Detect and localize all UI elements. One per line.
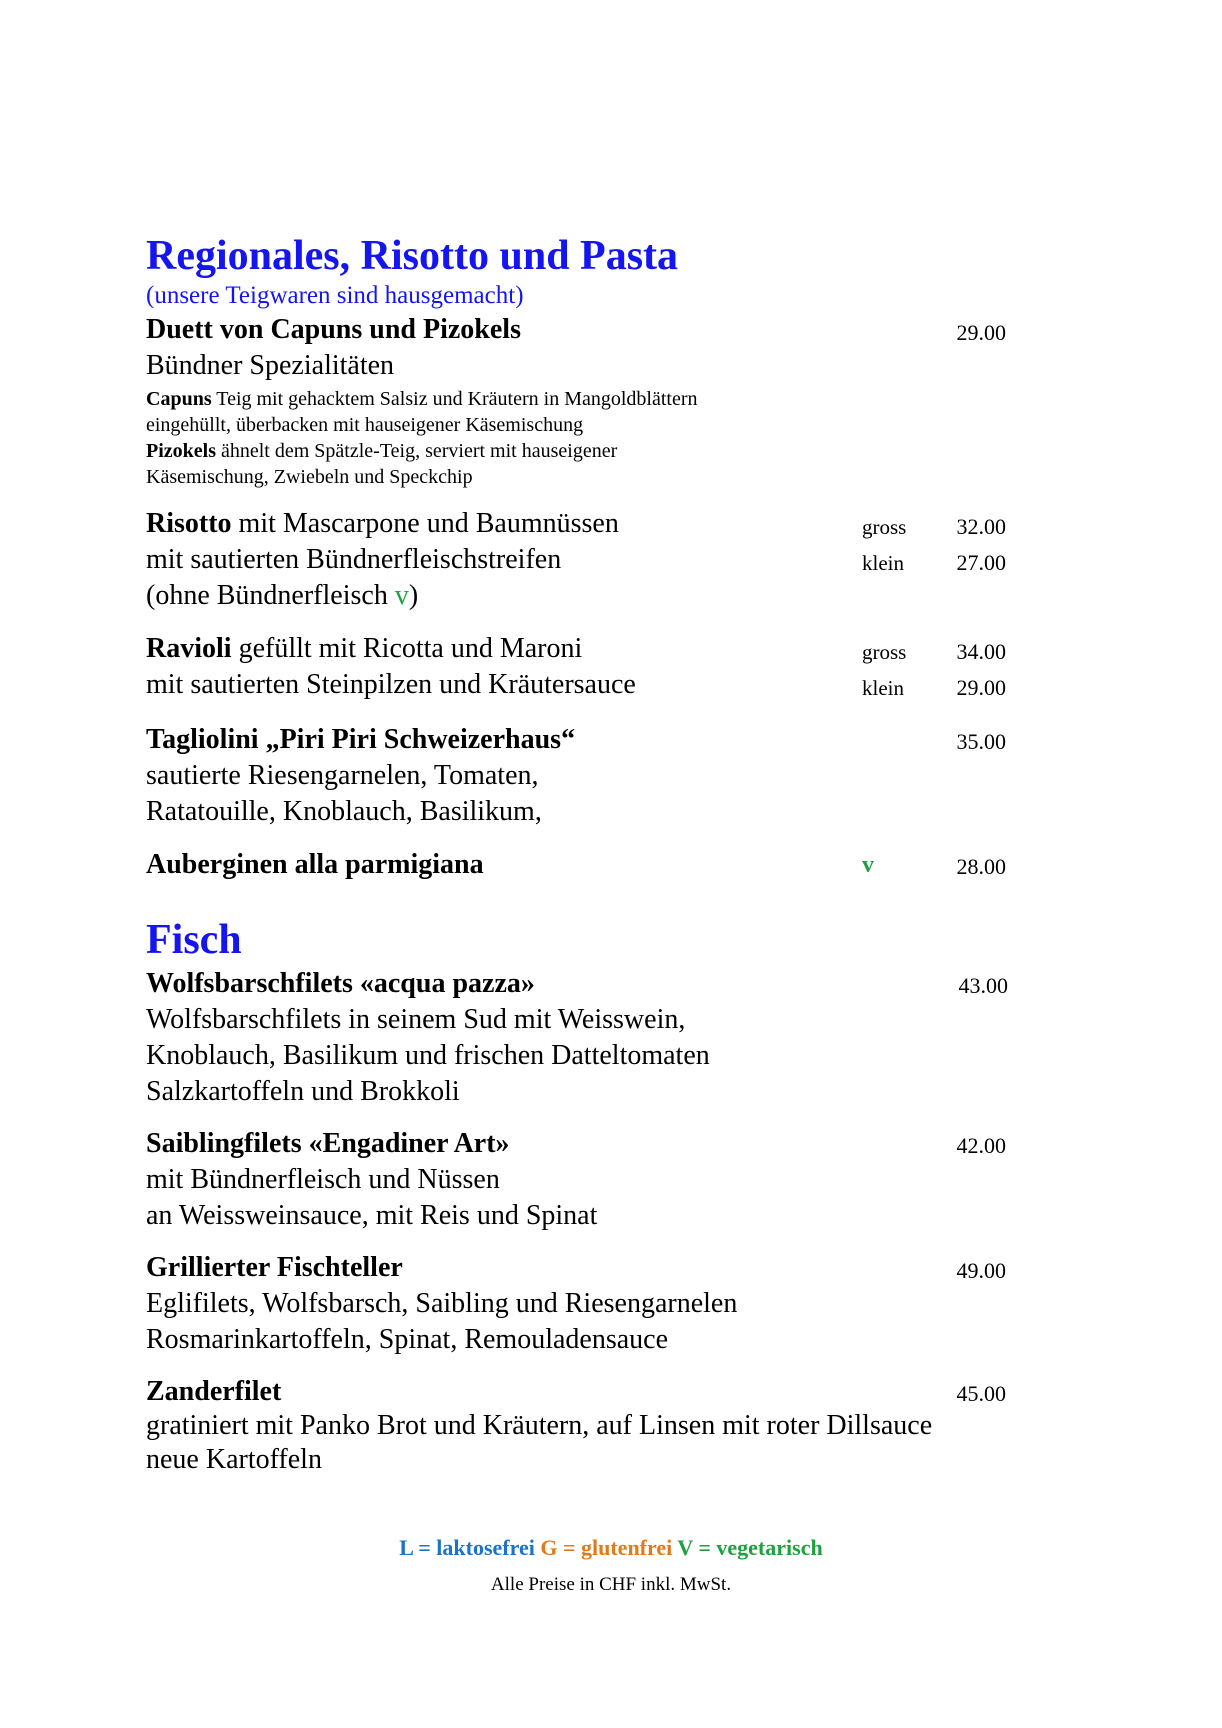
dish-desc-capuns-2: eingehüllt, überbacken mit hauseigener Käsemischung [146, 414, 584, 436]
price-tagliolini: 35.00 [956, 729, 1006, 754]
vegetarian-marker: v [862, 852, 874, 878]
price-ravioli-gross: 34.00 [956, 639, 1006, 664]
price-duett: 29.00 [956, 320, 1006, 345]
dish-desc: mit sautierten Steinpilzen und Kräutersauce [146, 669, 636, 700]
diet-legend [0, 1535, 1222, 1561]
dish-name: Risotto [146, 508, 232, 539]
legend-gluten-free: G = glutenfrei [540, 1535, 673, 1560]
dish-name: Grillierter Fischteller [146, 1252, 403, 1283]
dish-desc: an Weissweinsauce, mit Reis und Spinat [146, 1200, 598, 1231]
section-title-regionales: Regionales, Risotto und Pasta [146, 233, 679, 279]
capuns-label: Capuns [146, 388, 212, 410]
vegetarian-marker: v [394, 580, 409, 611]
dish-desc-pizokels [146, 438, 617, 464]
dish-desc: gratiniert mit Panko Brot und Kräutern, auf Linsen mit roter Dillsauce [146, 1410, 933, 1441]
dish-desc-capuns [146, 386, 698, 412]
dish-desc: sautierte Riesengarnelen, Tomaten, [146, 760, 539, 791]
size-gross: gross [862, 515, 907, 539]
dish-wolfsbarsch [146, 968, 535, 1000]
dish-auberginen [146, 849, 484, 881]
price-zander: 45.00 [956, 1381, 1006, 1406]
capuns-text: Teig mit gehacktem Salsiz und Kräutern in Mangoldblättern [211, 388, 698, 410]
price-ravioli-klein: 29.00 [956, 675, 1006, 700]
dish-desc: Bündner Spezialitäten [146, 350, 395, 381]
dish-desc: Rosmarinkartoffeln, Spinat, Remouladensauce [146, 1324, 669, 1355]
dish-ravioli [146, 633, 582, 665]
price-risotto-klein: 27.00 [956, 550, 1006, 575]
pizokels-label: Pizokels [146, 440, 216, 462]
size-gross: gross [862, 640, 907, 664]
dish-zander [146, 1376, 281, 1408]
dish-name: Tagliolini „Piri Piri Schweizerhaus“ [146, 724, 576, 755]
dish-desc: Eglifilets, Wolfsbarsch, Saibling und Riesengarnelen [146, 1288, 738, 1319]
dish-name: Saiblingfilets «Engadiner Art» [146, 1128, 510, 1159]
price-risotto-gross: 32.00 [956, 514, 1006, 539]
dish-name: Zanderfilet [146, 1376, 282, 1407]
price-fischteller: 49.00 [956, 1258, 1006, 1283]
dish-name: Wolfsbarschfilets «acqua pazza» [146, 968, 535, 999]
dish-name: Duett von Capuns und Pizokels [146, 314, 521, 345]
size-klein: klein [862, 676, 904, 700]
dish-desc: mit Bündnerfleisch und Nüssen [146, 1164, 500, 1195]
legend-vegetarian: V = vegetarisch [677, 1535, 823, 1560]
dish-duett [146, 314, 521, 346]
dish-desc: Ratatouille, Knoblauch, Basilikum, [146, 796, 542, 827]
price-auberginen: 28.00 [956, 854, 1006, 879]
price-note: Alle Preise in CHF inkl. MwSt. [490, 1574, 732, 1595]
section-title-fisch: Fisch [146, 917, 242, 963]
price-saibling: 42.00 [956, 1133, 1006, 1158]
dish-saibling [146, 1128, 510, 1160]
pizokels-text: ähnelt dem Spätzle-Teig, serviert mit hauseigener [216, 440, 618, 462]
legend-lactose-free: L = laktosefrei [399, 1535, 535, 1560]
dish-fischteller [146, 1252, 403, 1284]
dish-risotto [146, 508, 619, 540]
dish-desc: neue Kartoffeln [146, 1444, 322, 1475]
dish-name: Auberginen alla parmigiana [146, 849, 484, 880]
dish-name: Ravioli [146, 633, 232, 664]
desc-text: ) [408, 580, 419, 611]
dish-desc: mit Mascarpone und Baumnüssen [231, 508, 619, 539]
dish-desc-veg [146, 580, 418, 612]
dish-desc-pizokels-2: Käsemischung, Zwiebeln und Speckchip [146, 466, 473, 488]
dish-desc: mit sautierten Bündnerfleischstreifen [146, 544, 562, 575]
dish-desc: Knoblauch, Basilikum und frischen Datteltomaten [146, 1040, 710, 1071]
price-wolfsbarsch: 43.00 [958, 973, 1008, 998]
dish-desc: Salzkartoffeln und Brokkoli [146, 1076, 460, 1107]
desc-text: (ohne Bündnerfleisch [146, 580, 395, 611]
dish-desc: Wolfsbarschfilets in seinem Sud mit Weisswein, [146, 1004, 686, 1035]
size-klein: klein [862, 551, 904, 575]
dish-tagliolini [146, 724, 575, 756]
section-subtitle: (unsere Teigwaren sind hausgemacht) [146, 282, 524, 309]
dish-desc: gefüllt mit Ricotta und Maroni [231, 633, 583, 664]
